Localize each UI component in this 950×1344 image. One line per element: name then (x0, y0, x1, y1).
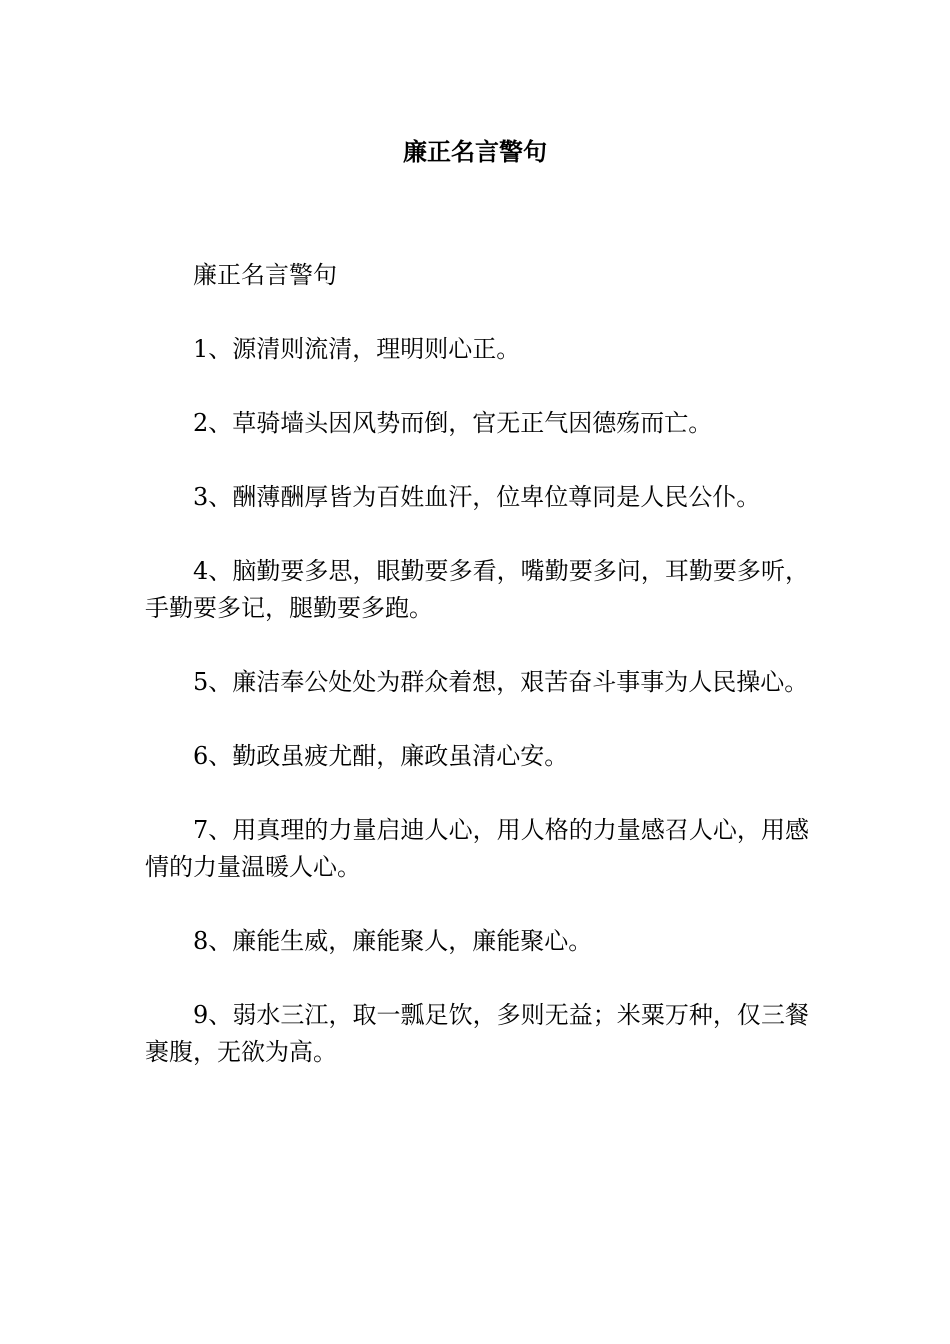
quote-paragraph-4: 4、脑勤要多思，眼勤要多看，嘴勤要多问，耳勤要多听，手勤要多记，腿勤要多跑。 (145, 557, 809, 622)
quote-paragraph-6: 6、勤政虽疲尤酣，廉政虽清心安。 (193, 742, 569, 770)
quote-paragraph-8: 8、廉能生威，廉能聚人，廉能聚心。 (193, 927, 593, 955)
document-title: 廉正名言警句 (403, 137, 547, 166)
quote-paragraph-9: 9、弱水三江，取一瓢足饮，多则无益；米粟万种，仅三餐裹腹，无欲为高。 (145, 1001, 809, 1066)
subtitle-paragraph: 廉正名言警句 (193, 261, 337, 289)
quote-paragraph-2: 2、草骑墙头因风势而倒，官无正气因德殇而亡。 (193, 409, 713, 437)
quote-paragraph-7: 7、用真理的力量启迪人心，用人格的力量感召人心，用感情的力量温暖人心。 (145, 816, 809, 881)
quote-paragraph-3: 3、酬薄酬厚皆为百姓血汗，位卑位尊同是人民公仆。 (193, 483, 761, 511)
quote-paragraph-1: 1、源清则流清，理明则心正。 (193, 335, 521, 363)
document-body (145, 257, 809, 1108)
quote-paragraph-5: 5、廉洁奉公处处为群众着想，艰苦奋斗事事为人民操心。 (193, 668, 809, 696)
